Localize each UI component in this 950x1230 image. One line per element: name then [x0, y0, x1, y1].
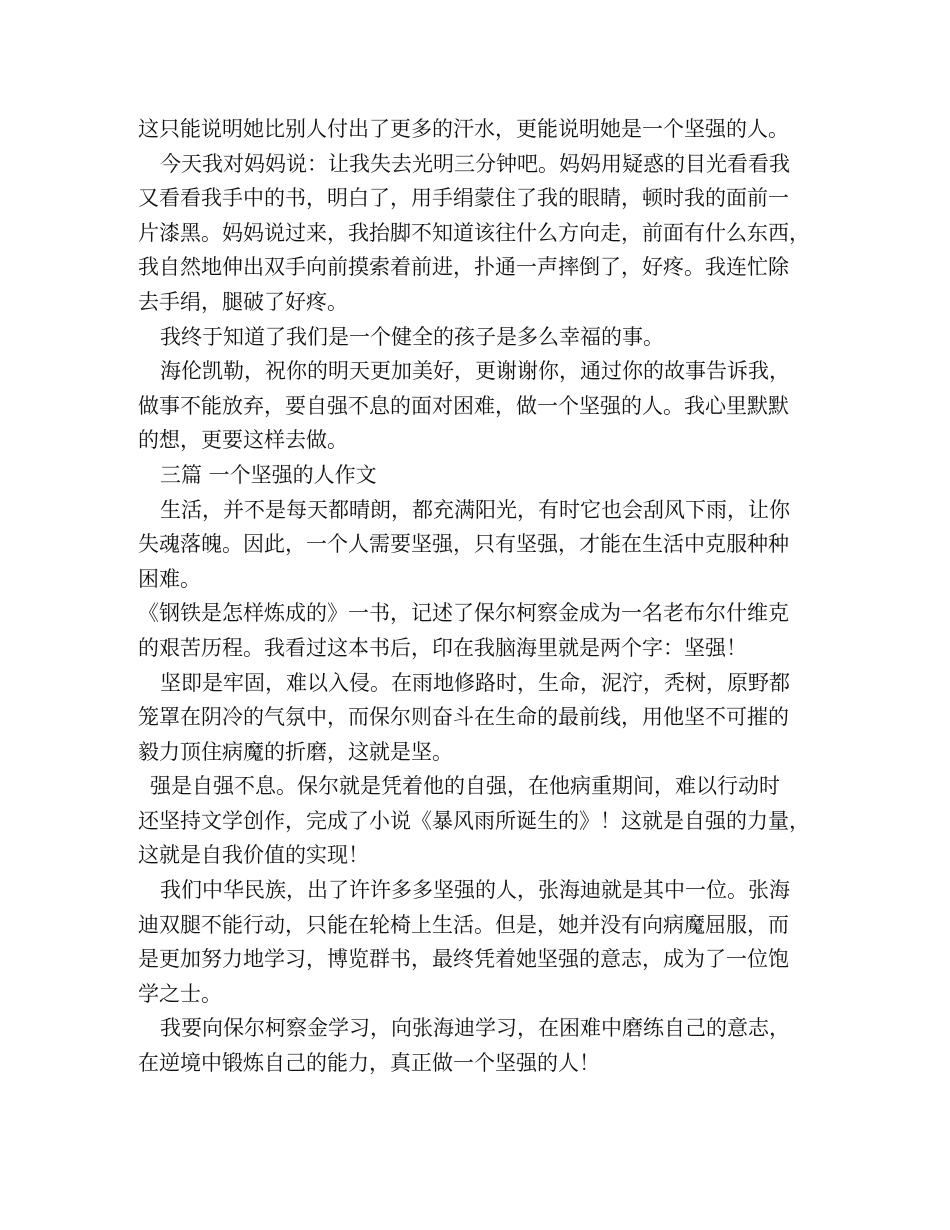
text-line: 迪双腿不能行动，只能在轮椅上生活。但是，她并没有向病魔屈服，而: [138, 912, 789, 937]
text-line: 失魂落魄。因此，一个人需要坚强，只有坚强，才能在生活中克服种种: [138, 532, 789, 557]
text-line: 还坚持文学创作，完成了小说《暴风雨所诞生的》！这就是自强的力量，: [138, 808, 810, 833]
text-line: 做事不能放弃，要自强不息的面对困难，做一个坚强的人。我心里默默: [138, 393, 789, 418]
text-line: 《钢铁是怎样炼成的》一书，记述了保尔柯察金成为一名老布尔什维克: [138, 601, 789, 626]
document-body: [138, 112, 828, 1081]
text-line: 我自然地伸出双手向前摸索着前进，扑通一声摔倒了，好疼。我连忙除: [138, 255, 789, 280]
text-line: 我要向保尔柯察金学习，向张海迪学习，在困难中磨练自己的意志，: [160, 1016, 790, 1041]
text-line: 今天我对妈妈说：让我失去光明三分钟吧。妈妈用疑惑的目光看看我: [160, 151, 790, 176]
text-line: 强是自强不息。保尔就是凭着他的自强，在他病重期间，难以行动时: [150, 774, 780, 799]
text-line: 是更加努力地学习，博览群书，最终凭着她坚强的意志，成为了一位饱: [138, 947, 789, 972]
text-line: 毅力顶住病魔的折磨，这就是坚。: [138, 739, 453, 764]
text-line: 坚即是牢固，难以入侵。在雨地修路时，生命，泥泞，秃树，原野都: [160, 670, 790, 695]
text-line: 笼罩在阴冷的气氛中，而保尔则奋斗在生命的最前线，用他坚不可摧的: [138, 705, 789, 730]
text-line: 又看看我手中的书，明白了，用手绢蒙住了我的眼睛，顿时我的面前一: [138, 186, 789, 211]
text-line: 的艰苦历程。我看过这本书后，印在我脑海里就是两个字：坚强！: [138, 635, 747, 660]
text-line: 我终于知道了我们是一个健全的孩子是多么幸福的事。: [160, 324, 664, 349]
text-line: 我们中华民族，出了许许多多坚强的人，张海迪就是其中一位。张海: [160, 878, 790, 903]
text-line: 片漆黑。妈妈说过来，我抬脚不知道该往什么方向走，前面有什么东西，: [138, 220, 810, 245]
text-line: 学之士。: [138, 981, 222, 1006]
section-heading: 三篇 一个坚强的人作文: [160, 462, 377, 487]
text-line: 生活，并不是每天都晴朗，都充满阳光，有时它也会刮风下雨，让你: [160, 497, 790, 522]
text-line: 海伦凯勒，祝你的明天更加美好，更谢谢你，通过你的故事告诉我，: [160, 359, 790, 384]
text-line: 去手绢，腿破了好疼。: [138, 289, 348, 314]
text-line: 这只能说明她比别人付出了更多的汗水，更能说明她是一个坚强的人。: [138, 117, 789, 141]
text-line: 这就是自我价值的实现！: [138, 843, 369, 868]
text-line: 在逆境中锻炼自己的能力，真正做一个坚强的人！: [138, 1051, 600, 1076]
text-line: 的想，更要这样去做。: [138, 428, 348, 453]
text-line: 困难。: [138, 566, 201, 591]
